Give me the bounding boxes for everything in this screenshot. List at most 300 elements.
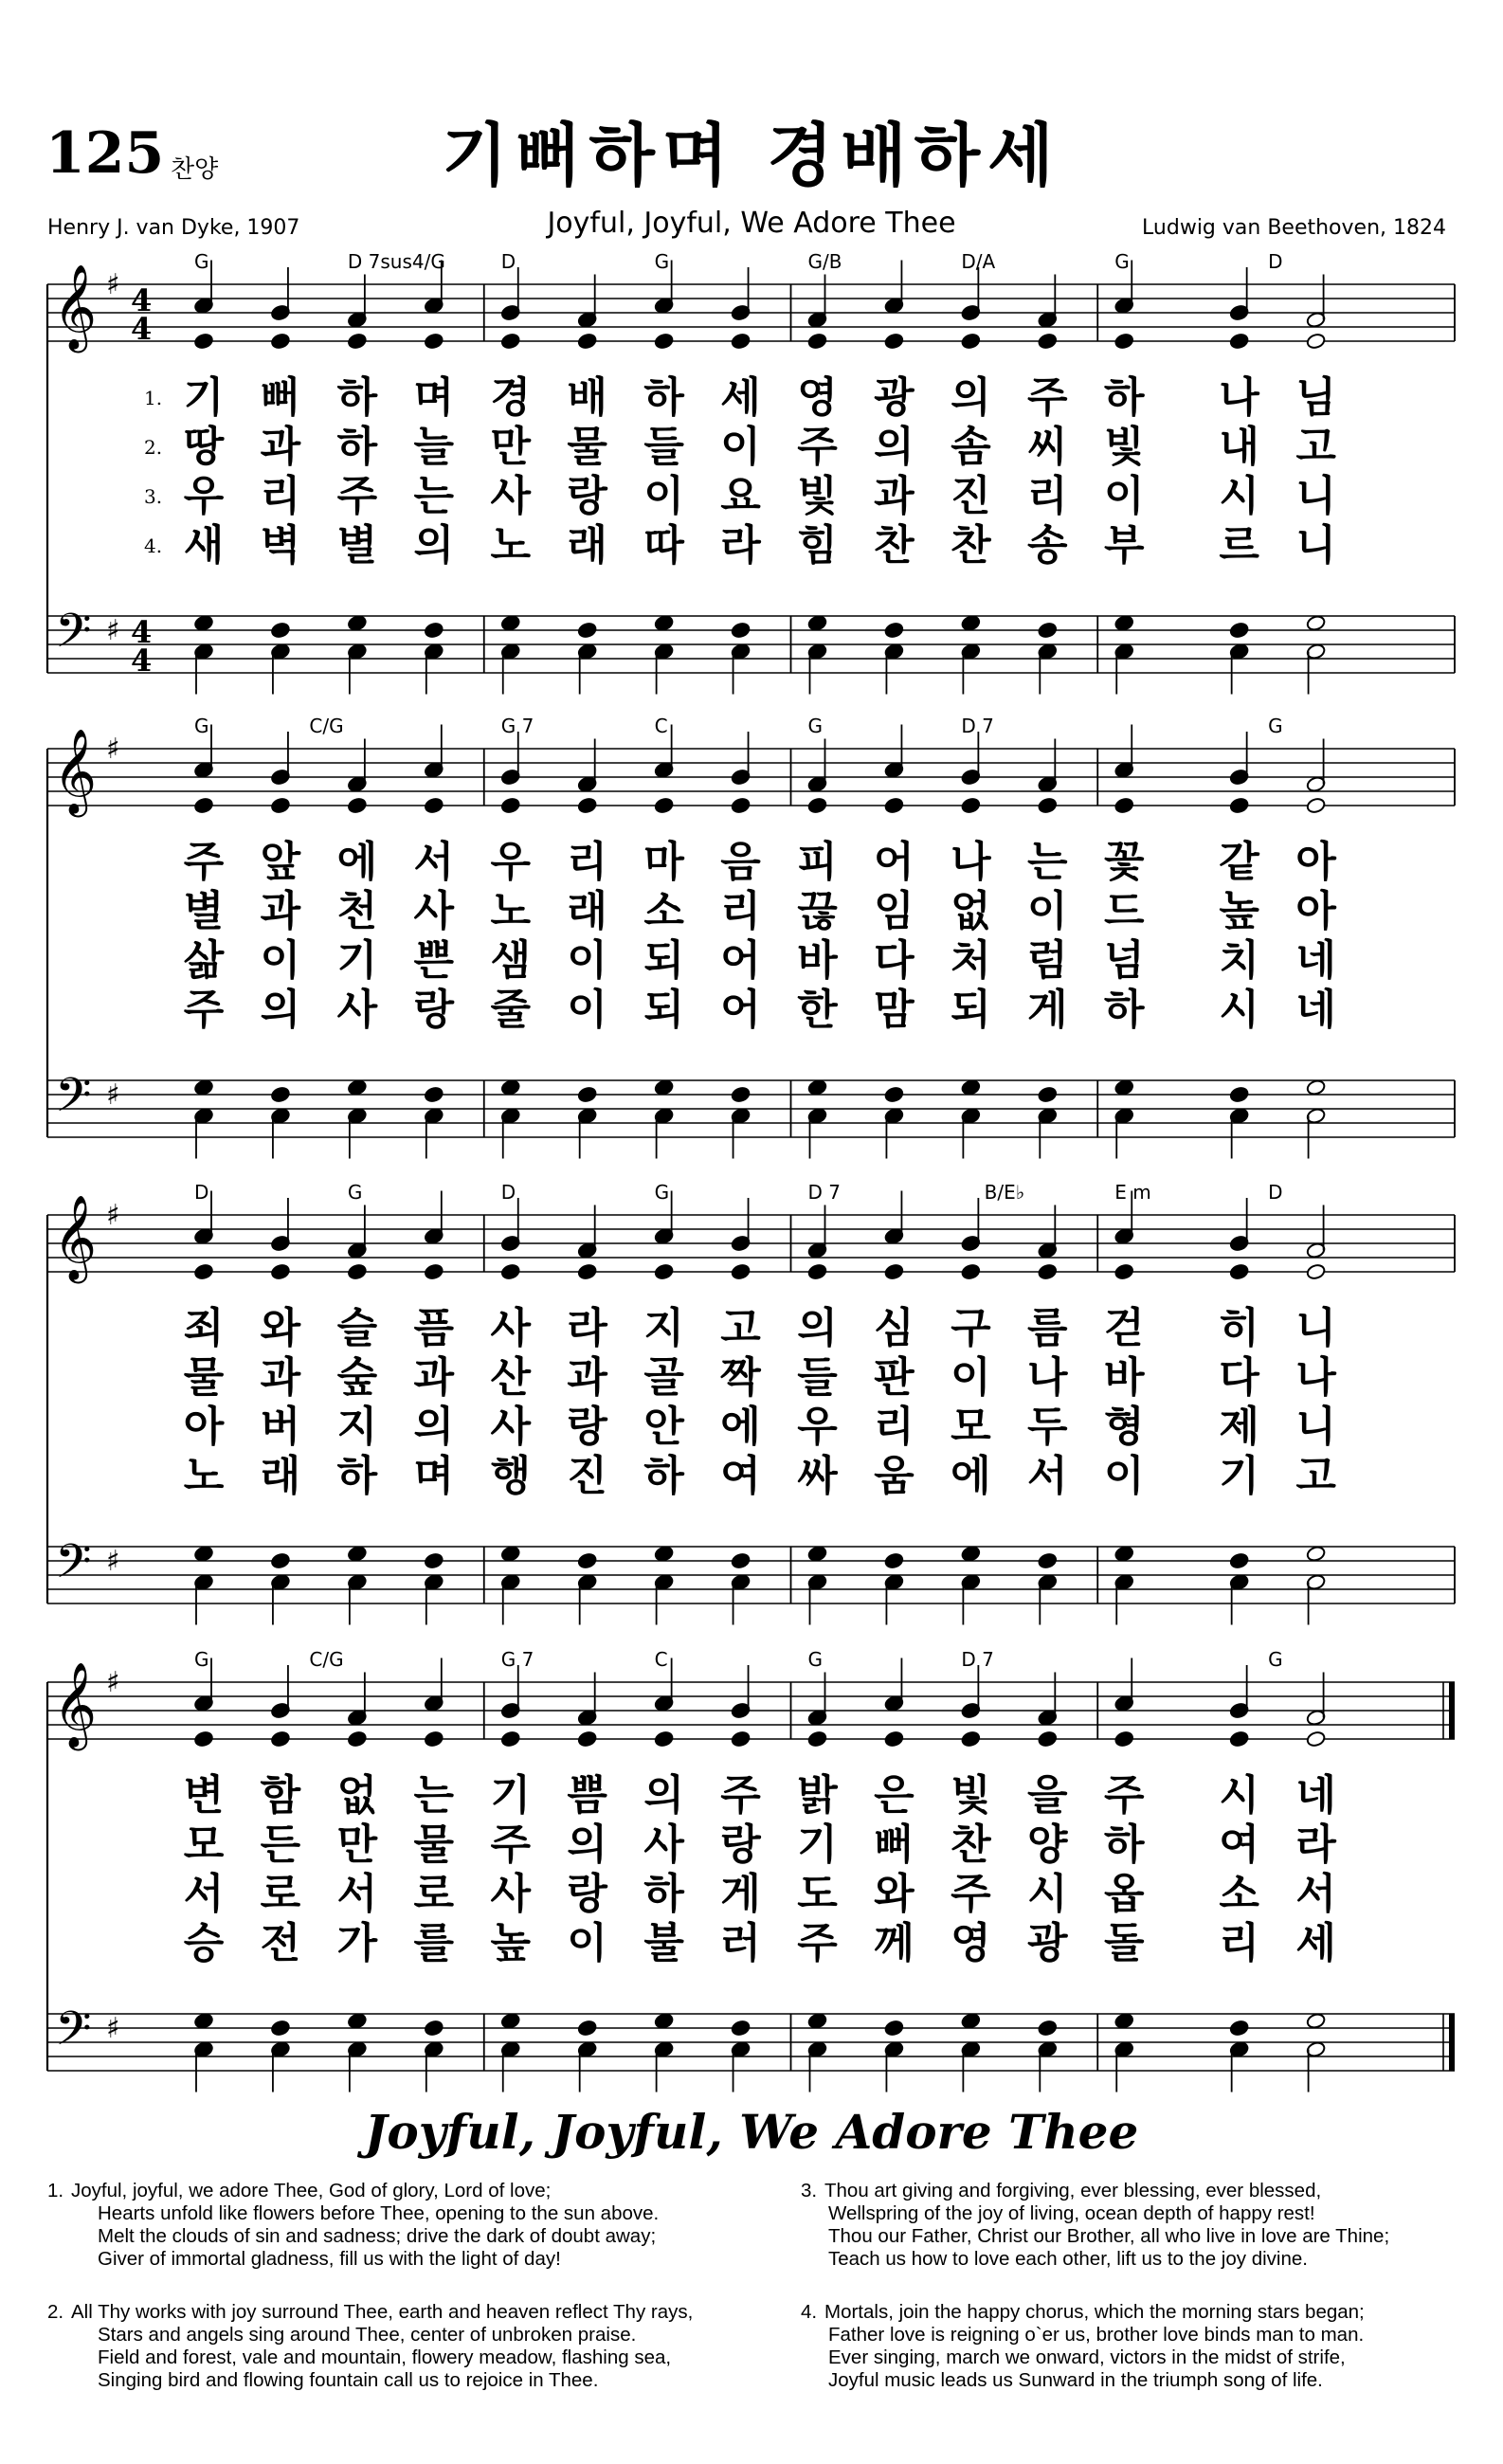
lyric-syllable: 사	[490, 472, 531, 520]
lyric-syllable: 나	[951, 838, 991, 886]
note-head	[807, 1730, 827, 1748]
note-head	[1114, 797, 1134, 814]
sharp-icon: ♯	[106, 733, 120, 766]
treble-clef-icon: 𝄞	[53, 264, 98, 350]
chord-symbol: G	[654, 250, 670, 273]
lyric-syllable: 내	[1219, 423, 1259, 471]
chord-symbol: G	[1268, 715, 1283, 737]
lyric-syllable: 네	[1295, 986, 1336, 1034]
lyric-syllable: 시	[1219, 986, 1259, 1034]
note-head	[884, 622, 904, 639]
note-head	[884, 1263, 904, 1280]
lyric-syllable: 고	[1295, 1452, 1336, 1500]
lyric-syllable: 의	[951, 373, 991, 422]
lyric-syllable: 한	[797, 986, 838, 1034]
note-head	[961, 614, 981, 631]
lyric-syllable: 하	[643, 373, 684, 422]
lyric-syllable: 전	[260, 1919, 301, 1967]
chord-symbol: E m	[1114, 1181, 1151, 1204]
lyric-syllable: 름	[1027, 1304, 1068, 1352]
sharp-icon: ♯	[106, 614, 120, 647]
note-head	[961, 333, 981, 350]
lyric-syllable: 고	[720, 1304, 761, 1352]
lyric-syllable: 걷	[1103, 1304, 1145, 1352]
lyric-syllable: 찬	[951, 1821, 991, 1869]
english-verse-line: Stars and angels sing around Thee, center of unbroken praise.	[98, 2324, 637, 2346]
note-head	[424, 622, 444, 639]
note-head	[654, 614, 674, 631]
lyric-syllable: 하	[336, 1452, 378, 1500]
note-head	[961, 2012, 981, 2029]
note-head	[270, 1552, 290, 1569]
note-head	[884, 1730, 904, 1748]
chord-symbol: D 7	[961, 715, 994, 737]
note-head	[424, 333, 444, 350]
note-head	[1038, 1086, 1058, 1103]
lyric-syllable: 소	[1219, 1870, 1259, 1918]
lyric-syllable: 땅	[183, 423, 225, 471]
note-head	[654, 2012, 674, 2029]
english-verse-line: Melt the clouds of sin and sadness; drive the dark of doubt away;	[98, 2225, 657, 2247]
note-head	[1114, 1263, 1134, 1280]
lyric-syllable: 을	[1027, 1771, 1068, 1820]
note-head	[270, 1263, 290, 1280]
chord-symbol: D 7	[807, 1181, 841, 1204]
english-verse-4	[824, 2301, 1365, 2392]
note-head	[961, 1263, 981, 1280]
english-verse-number: 3.	[801, 2180, 818, 2201]
lyric-syllable: 과	[260, 887, 301, 935]
lyric-syllable: 주	[951, 1870, 991, 1918]
english-verse-number: 2.	[47, 2301, 64, 2323]
lyric-syllable: 찬	[951, 521, 991, 570]
chord-symbol: C/G	[309, 715, 344, 737]
lyric-syllable: 주	[797, 423, 838, 471]
note-head	[424, 2020, 444, 2037]
lyric-syllable: 옵	[1103, 1870, 1145, 1918]
lyric-syllable: 며	[413, 373, 455, 422]
chord-symbol: D 7sus4/G	[347, 250, 445, 273]
lyric-syllable: 물	[567, 423, 607, 471]
lyric-syllable: 끊	[797, 887, 838, 935]
lyric-syllable: 네	[1295, 936, 1336, 985]
english-title: Joyful, Joyful, We Adore Thee	[364, 2104, 1139, 2160]
lyric-syllable: 주	[797, 1919, 838, 1967]
lyric-syllable: 찬	[874, 521, 914, 570]
lyric-syllable: 여	[720, 1452, 761, 1500]
note-head	[731, 1263, 751, 1280]
note-head	[1229, 1086, 1249, 1103]
lyric-syllable: 과	[413, 1353, 455, 1402]
note-head	[577, 797, 597, 814]
lyric-syllable: 영	[951, 1919, 991, 1967]
note-head	[884, 1552, 904, 1569]
lyric-syllable: 벽	[260, 521, 301, 570]
note-head	[731, 1730, 751, 1748]
note-head	[1229, 1730, 1249, 1748]
note-head	[424, 1552, 444, 1569]
note-head	[961, 1545, 981, 1562]
lyric-syllable: 골	[643, 1353, 684, 1402]
english-verse-line: Field and forest, vale and mountain, flowery meadow, flashing sea,	[98, 2346, 672, 2368]
lyric-syllable: 지	[643, 1304, 684, 1352]
lyric-syllable: 돌	[1103, 1919, 1145, 1967]
lyric-syllable: 앞	[260, 838, 301, 886]
treble-clef-icon: 𝄞	[53, 1195, 98, 1280]
note-head	[884, 2020, 904, 2037]
lyric-syllable: 니	[1295, 472, 1336, 520]
bass-clef-icon: 𝄢	[55, 1068, 92, 1134]
lyric-syllable: 어	[874, 838, 914, 886]
note-head	[807, 333, 827, 350]
lyric-syllable: 기	[490, 1771, 531, 1820]
lyric-syllable: 빛	[797, 472, 838, 520]
chord-symbol: B/E♭	[984, 1181, 1025, 1204]
lyric-syllable: 승	[183, 1919, 225, 1967]
lyric-syllable: 어	[720, 936, 761, 985]
lyric-syllable: 기	[1219, 1452, 1259, 1500]
lyric-syllable: 주	[490, 1821, 531, 1869]
note-head	[1306, 614, 1326, 631]
note-head	[500, 1078, 520, 1096]
lyric-syllable: 없	[336, 1771, 378, 1820]
note-head	[1306, 797, 1326, 814]
lyric-syllable: 별	[183, 887, 225, 935]
note-head	[1306, 1263, 1326, 1280]
lyric-syllable: 래	[567, 521, 607, 570]
lyric-syllable: 래	[260, 1452, 301, 1500]
lyric-syllable: 새	[183, 521, 225, 570]
hymn-number: 125	[45, 120, 165, 187]
lyric-syllable: 이	[1103, 1452, 1145, 1500]
bass-clef-icon: 𝄢	[55, 1534, 92, 1601]
lyric-syllable: 랑	[720, 1821, 761, 1869]
lyric-syllable: 행	[490, 1452, 531, 1500]
note-head	[961, 1078, 981, 1096]
lyric-syllable: 하	[1103, 986, 1145, 1034]
lyric-syllable: 만	[336, 1821, 378, 1869]
lyric-syllable: 밝	[797, 1771, 838, 1820]
lyric-syllable: 나	[1295, 1353, 1336, 1402]
note-head	[424, 797, 444, 814]
bass-clef-icon: 𝄢	[55, 604, 92, 670]
lyric-syllable: 없	[951, 887, 991, 935]
note-head	[424, 1730, 444, 1748]
lyric-syllable: 에	[951, 1452, 991, 1500]
lyric-syllable: 픔	[413, 1304, 455, 1352]
lyric-syllable: 물	[183, 1353, 225, 1402]
lyric-syllable: 래	[567, 887, 607, 935]
note-head	[884, 1086, 904, 1103]
note-head	[1038, 1552, 1058, 1569]
lyric-syllable: 높	[490, 1919, 531, 1967]
lyric-syllable: 하	[1103, 1821, 1145, 1869]
lyric-syllable: 주	[336, 472, 378, 520]
lyric-syllable: 은	[874, 1771, 914, 1820]
lyric-syllable: 과	[260, 1353, 301, 1402]
lyric-syllable: 서	[336, 1870, 378, 1918]
note-head	[577, 333, 597, 350]
english-verse-line: Hearts unfold like flowers before Thee, opening to the sun above.	[98, 2202, 660, 2224]
lyric-syllable: 리	[1027, 472, 1068, 520]
sharp-icon: ♯	[106, 268, 120, 301]
lyric-syllable: 주	[1027, 373, 1068, 422]
note-head	[577, 1552, 597, 1569]
lyric-syllable: 시	[1027, 1870, 1068, 1918]
lyric-syllable: 뻐	[874, 1821, 914, 1869]
lyric-syllable: 니	[1295, 1304, 1336, 1352]
lyric-syllable: 안	[643, 1403, 684, 1451]
lyric-syllable: 임	[874, 887, 914, 935]
time-signature: 4	[131, 614, 153, 650]
note-head	[1114, 1545, 1134, 1562]
time-signature: 4	[131, 643, 153, 679]
lyric-syllable: 와	[874, 1870, 914, 1918]
note-head	[500, 797, 520, 814]
lyric-syllable: 에	[720, 1403, 761, 1451]
lyric-syllable: 씨	[1027, 423, 1068, 471]
lyric-syllable: 기	[336, 936, 378, 985]
chord-symbol: D	[1268, 250, 1283, 273]
english-verse-line: Thou our Father, Christ our Brother, all who live in love are Thine;	[828, 2225, 1390, 2247]
lyric-syllable: 바	[1103, 1353, 1145, 1402]
note-head	[1306, 1730, 1326, 1748]
lyric-syllable: 의	[643, 1771, 684, 1820]
lyric-syllable: 광	[874, 373, 914, 422]
sharp-icon: ♯	[106, 1666, 120, 1699]
hymn-title-korean: 기뻐하며 경배하세	[442, 116, 1061, 195]
chord-symbol: D	[194, 1181, 209, 1204]
note-head	[654, 1545, 674, 1562]
english-verse-line: Giver of immortal gladness, fill us with the light of day!	[98, 2248, 561, 2270]
note-head	[193, 333, 213, 350]
lyric-syllable: 히	[1219, 1304, 1259, 1352]
lyric-syllable: 별	[336, 521, 378, 570]
lyric-syllable: 르	[1219, 521, 1259, 570]
lyric-syllable: 랑	[413, 986, 455, 1034]
chord-symbol: G	[194, 1648, 209, 1671]
lyric-syllable: 랑	[567, 1403, 607, 1451]
english-verse-1	[71, 2180, 659, 2271]
note-head	[270, 622, 290, 639]
note-head	[1306, 2012, 1326, 2029]
lyric-syllable: 제	[1219, 1403, 1259, 1451]
lyric-syllable: 는	[1027, 838, 1068, 886]
lyric-syllable: 솜	[951, 423, 991, 471]
lyric-syllable: 서	[1295, 1870, 1336, 1918]
lyric-syllable: 고	[1295, 423, 1336, 471]
lyric-syllable: 형	[1103, 1403, 1145, 1451]
lyric-syllable: 싸	[797, 1452, 838, 1500]
lyric-syllable: 죄	[183, 1304, 225, 1352]
lyric-syllable: 여	[1219, 1821, 1259, 1869]
lyric-syllable: 게	[1027, 986, 1068, 1034]
note-head	[1306, 1078, 1326, 1096]
lyric-syllable: 바	[797, 936, 838, 985]
lyric-syllable: 로	[413, 1870, 455, 1918]
treble-clef-icon: 𝄞	[53, 729, 98, 814]
note-head	[961, 1730, 981, 1748]
lyric-syllable: 사	[490, 1403, 531, 1451]
lyric-syllable: 요	[720, 472, 761, 520]
english-verse-number: 1.	[47, 2180, 64, 2201]
lyric-syllable: 과	[260, 423, 301, 471]
note-head	[1114, 1078, 1134, 1096]
lyric-syllable: 의	[797, 1304, 838, 1352]
lyric-syllable: 도	[797, 1870, 838, 1918]
note-head	[807, 614, 827, 631]
note-head	[654, 1263, 674, 1280]
note-head	[347, 333, 367, 350]
lyric-syllable: 나	[1219, 373, 1259, 422]
note-head	[1229, 2020, 1249, 2037]
lyric-syllable: 서	[413, 838, 455, 886]
lyric-syllable: 노	[490, 887, 531, 935]
lyric-syllable: 든	[260, 1821, 301, 1869]
lyric-syllable: 모	[183, 1821, 225, 1869]
hymn-author: Henry J. van Dyke, 1907	[47, 216, 300, 240]
note-head	[577, 622, 597, 639]
note-head	[731, 1086, 751, 1103]
lyric-syllable: 음	[720, 838, 761, 886]
lyric-syllable: 하	[1103, 373, 1145, 422]
note-head	[884, 333, 904, 350]
chord-symbol: G	[807, 1648, 823, 1671]
chord-symbol: G	[1268, 1648, 1283, 1671]
lyric-syllable: 의	[413, 521, 455, 570]
note-head	[347, 2012, 367, 2029]
note-head	[193, 614, 213, 631]
note-head	[1229, 622, 1249, 639]
lyric-syllable: 영	[797, 373, 838, 422]
lyric-syllable: 쁨	[567, 1771, 607, 1820]
note-head	[193, 797, 213, 814]
lyric-syllable: 빛	[1103, 423, 1145, 471]
lyric-syllable: 천	[336, 887, 378, 935]
lyric-syllable: 랑	[567, 472, 607, 520]
treble-clef-icon: 𝄞	[53, 1662, 98, 1748]
lyric-syllable: 사	[413, 887, 455, 935]
note-head	[654, 797, 674, 814]
note-head	[347, 1263, 367, 1280]
verse-number: 2.	[144, 436, 163, 459]
note-head	[731, 333, 751, 350]
lyric-syllable: 이	[567, 986, 607, 1034]
note-head	[347, 1078, 367, 1096]
note-head	[1229, 1263, 1249, 1280]
chord-symbol: G	[347, 1181, 363, 1204]
lyric-syllable: 는	[413, 1771, 455, 1820]
lyric-syllable: 리	[874, 1403, 914, 1451]
lyric-syllable: 따	[643, 521, 684, 570]
lyric-syllable: 주	[183, 838, 225, 886]
lyric-syllable: 맘	[874, 986, 914, 1034]
note-head	[347, 614, 367, 631]
lyric-syllable: 네	[1295, 1771, 1336, 1820]
lyric-syllable: 럼	[1027, 936, 1068, 985]
note-head	[193, 1263, 213, 1280]
chord-symbol: G	[807, 715, 823, 737]
lyric-syllable: 다	[874, 936, 914, 985]
lyric-syllable: 이	[1027, 887, 1068, 935]
lyric-syllable: 두	[1027, 1403, 1068, 1451]
lyric-syllable: 라	[567, 1304, 607, 1352]
english-verse-line: All Thy works with joy surround Thee, earth and heaven reflect Thy rays,	[71, 2301, 694, 2323]
lyric-syllable: 세	[720, 373, 761, 422]
lyric-syllable: 노	[490, 521, 531, 570]
note-head	[1038, 2020, 1058, 2037]
lyric-syllable: 하	[643, 1870, 684, 1918]
english-verse-line: Teach us how to love each other, lift us to the joy divine.	[828, 2248, 1308, 2270]
lyric-syllable: 들	[643, 423, 684, 471]
lyric-syllable: 숲	[336, 1353, 378, 1402]
chord-symbol: G	[194, 715, 209, 737]
note-head	[1038, 333, 1058, 350]
lyric-syllable: 구	[951, 1304, 991, 1352]
lyric-syllable: 들	[797, 1353, 838, 1402]
lyric-syllable: 의	[260, 986, 301, 1034]
verse-number: 3.	[144, 485, 163, 508]
lyric-syllable: 하	[336, 373, 378, 422]
lyric-syllable: 우	[797, 1403, 838, 1451]
note-head	[1229, 1552, 1249, 1569]
lyric-syllable: 진	[951, 472, 991, 520]
sharp-icon: ♯	[106, 2012, 120, 2045]
note-head	[961, 797, 981, 814]
lyric-syllable: 드	[1103, 887, 1145, 935]
english-verse-line: Mortals, join the happy chorus, which the morning stars began;	[824, 2301, 1365, 2323]
lyric-syllable: 되	[951, 986, 991, 1034]
note-head	[1229, 797, 1249, 814]
lyric-syllable: 주	[183, 986, 225, 1034]
note-head	[807, 1263, 827, 1280]
chord-symbol: C	[654, 1648, 668, 1671]
lyric-syllable: 처	[951, 936, 991, 985]
lyric-syllable: 이	[643, 472, 684, 520]
lyric-syllable: 움	[874, 1452, 914, 1500]
lyric-syllable: 지	[336, 1403, 378, 1451]
note-head	[270, 1086, 290, 1103]
lyric-syllable: 사	[336, 986, 378, 1034]
lyric-syllable: 님	[1295, 373, 1336, 422]
lyric-syllable: 판	[874, 1353, 914, 1402]
note-head	[347, 1730, 367, 1748]
lyric-syllable: 빛	[951, 1771, 991, 1820]
note-head	[500, 2012, 520, 2029]
lyric-syllable: 께	[874, 1919, 914, 1967]
lyric-syllable: 소	[643, 887, 684, 935]
note-head	[193, 2012, 213, 2029]
hymn-composer: Ludwig van Beethoven, 1824	[1142, 216, 1446, 240]
lyric-syllable: 과	[874, 472, 914, 520]
lyric-syllable: 시	[1219, 1771, 1259, 1820]
lyric-syllable: 쁜	[413, 936, 455, 985]
chord-symbol: D/A	[961, 250, 996, 273]
lyric-syllable: 이	[260, 936, 301, 985]
note-head	[1306, 1545, 1326, 1562]
note-head	[500, 1730, 520, 1748]
lyric-syllable: 게	[720, 1870, 761, 1918]
lyric-syllable: 광	[1027, 1919, 1068, 1967]
english-verse-2	[71, 2301, 693, 2392]
lyric-syllable: 리	[1219, 1919, 1259, 1967]
lyric-syllable: 변	[183, 1771, 225, 1820]
english-verse-line: Joyful, joyful, we adore Thee, God of glory, Lord of love;	[71, 2180, 552, 2201]
note-head	[1114, 614, 1134, 631]
note-head	[1038, 1263, 1058, 1280]
lyric-syllable: 배	[567, 373, 607, 422]
note-head	[500, 614, 520, 631]
